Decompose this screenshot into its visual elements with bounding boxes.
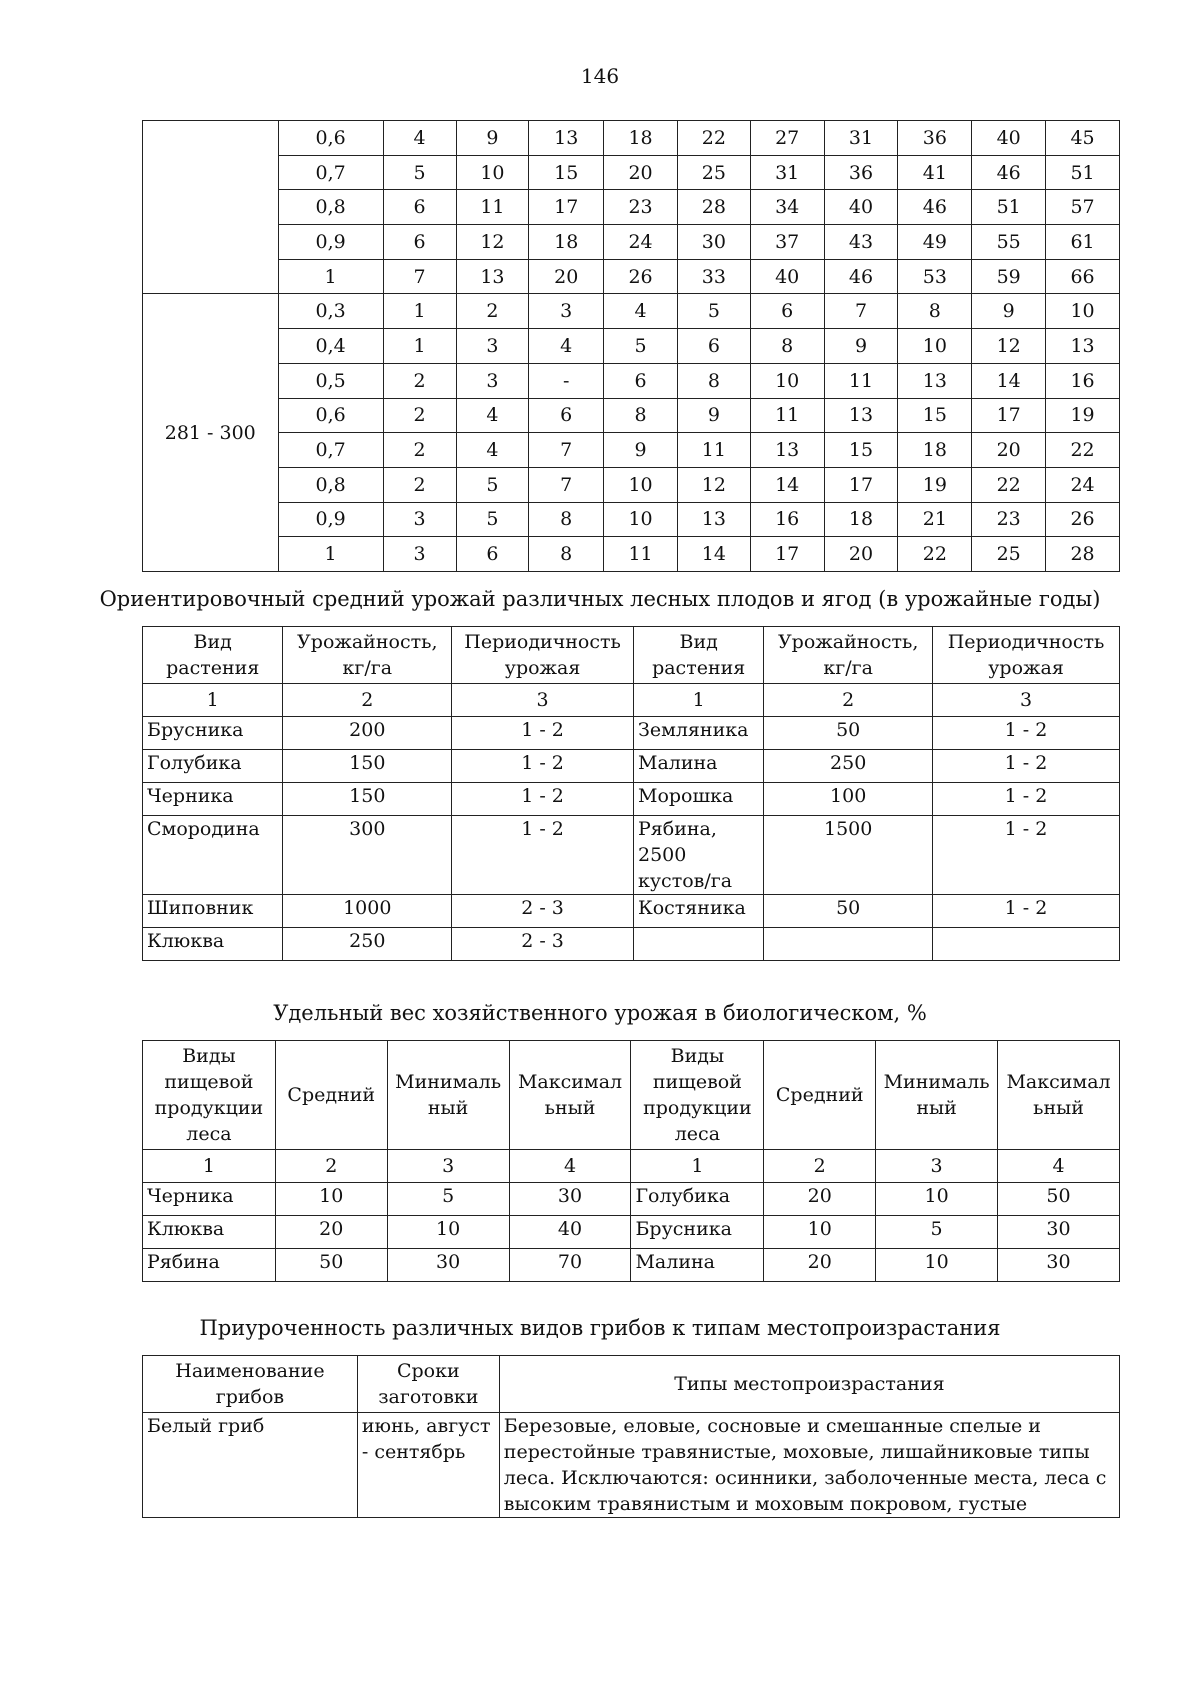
table-cell: 25 (972, 537, 1046, 572)
table-cell: 13 (1046, 329, 1120, 364)
table-cell: июнь, август - сентябрь (357, 1413, 499, 1518)
table-cell: 10 (1046, 294, 1120, 329)
table-cell: Рябина (143, 1249, 276, 1282)
table-cell: 0,8 (278, 467, 383, 502)
table-cell: 20 (275, 1216, 387, 1249)
table-row (143, 155, 1120, 190)
table-cell: 55 (972, 225, 1046, 260)
table-cell: 5 (383, 155, 456, 190)
table-cell: Голубика (631, 1183, 764, 1216)
table-cell: 2 - 3 (452, 928, 634, 961)
table-cell: 18 (604, 121, 678, 156)
table-cell: Земляника (634, 717, 764, 750)
column-number: 1 (143, 684, 283, 717)
table-cell: Голубика (143, 750, 283, 783)
table-cell: 18 (529, 225, 604, 260)
table-cell: 1 (278, 537, 383, 572)
table-cell: 23 (972, 502, 1046, 537)
column-header: Виды пищевой продукции леса (143, 1041, 276, 1150)
berry-yield-table (142, 626, 1120, 961)
table-cell: 26 (1046, 502, 1120, 537)
table-cell: 30 (677, 225, 750, 260)
table-cell: 30 (998, 1249, 1120, 1282)
table-cell: 3 (529, 294, 604, 329)
table-cell: 20 (972, 433, 1046, 468)
table-row (143, 190, 1120, 225)
table-cell: 9 (824, 329, 898, 364)
table-cell: 6 (529, 398, 604, 433)
column-header: Урожайность, кг/га (283, 627, 452, 684)
table-cell: 150 (283, 783, 452, 816)
table-cell: 14 (750, 467, 824, 502)
table-cell: 5 (604, 329, 678, 364)
table-cell: 3 (456, 329, 529, 364)
table-cell: 22 (677, 121, 750, 156)
table-cell: 17 (750, 537, 824, 572)
table-cell: 11 (604, 537, 678, 572)
column-number: 2 (275, 1150, 387, 1183)
table-cell: 1 - 2 (452, 816, 634, 895)
table-cell: 46 (972, 155, 1046, 190)
table-cell: 51 (972, 190, 1046, 225)
table-cell: 4 (456, 433, 529, 468)
mushroom-habitat-table (142, 1355, 1120, 1518)
table-cell: 24 (1046, 467, 1120, 502)
table-cell: 250 (764, 750, 933, 783)
table-cell: 100 (764, 783, 933, 816)
table-cell: 200 (283, 717, 452, 750)
header-row (143, 627, 1120, 684)
table-cell: 22 (1046, 433, 1120, 468)
table-row (143, 467, 1120, 502)
table-cell: 4 (529, 329, 604, 364)
table-cell: Малина (634, 750, 764, 783)
table-row (143, 717, 1120, 750)
table-row (143, 225, 1120, 260)
table-cell: Морошка (634, 783, 764, 816)
column-number-row (143, 684, 1120, 717)
table-cell: 17 (972, 398, 1046, 433)
column-number: 4 (509, 1150, 631, 1183)
table-row (143, 537, 1120, 572)
table-cell: Смородина (143, 816, 283, 895)
table-cell: 0,7 (278, 155, 383, 190)
column-number: 1 (634, 684, 764, 717)
table-cell: 2 (383, 433, 456, 468)
column-number: 3 (452, 684, 634, 717)
commercial-share-table (142, 1040, 1120, 1282)
table-cell: 41 (898, 155, 972, 190)
table-cell: 45 (1046, 121, 1120, 156)
column-header: Сроки заготовки (357, 1356, 499, 1413)
table-cell: 31 (750, 155, 824, 190)
table4-caption: Приуроченность различных видов грибов к типам местопроизрастания (199, 1316, 1001, 1340)
table-cell: Брусника (631, 1216, 764, 1249)
table-row (143, 1183, 1120, 1216)
table-cell: 12 (972, 329, 1046, 364)
table-cell: 8 (750, 329, 824, 364)
table-cell: 4 (383, 121, 456, 156)
table-cell: 50 (764, 895, 933, 928)
table-cell: 46 (824, 259, 898, 294)
table-cell: 1 - 2 (933, 895, 1120, 928)
table-cell: Малина (631, 1249, 764, 1282)
table-cell: 30 (387, 1249, 509, 1282)
group-label: 281 - 300 (143, 294, 279, 572)
table-cell: 1000 (283, 895, 452, 928)
column-header: Урожайность, кг/га (764, 627, 933, 684)
table-cell: 1 - 2 (452, 717, 634, 750)
table-cell: 15 (529, 155, 604, 190)
table-cell: 50 (998, 1183, 1120, 1216)
table-cell: 6 (677, 329, 750, 364)
table-cell: 20 (824, 537, 898, 572)
table-cell: Черника (143, 1183, 276, 1216)
table-cell: 0,6 (278, 398, 383, 433)
table-cell: 33 (677, 259, 750, 294)
table-cell: 13 (456, 259, 529, 294)
table-cell: 0,7 (278, 433, 383, 468)
table-cell: 8 (529, 502, 604, 537)
table-row (143, 502, 1120, 537)
column-header: Вид растения (634, 627, 764, 684)
table-row (143, 928, 1120, 961)
table-cell: 8 (529, 537, 604, 572)
column-header: Минималь ный (387, 1041, 509, 1150)
yield-table-continued (142, 120, 1120, 572)
table-cell: 22 (972, 467, 1046, 502)
table-cell: 10 (898, 329, 972, 364)
table-cell: 0,5 (278, 363, 383, 398)
table-cell: 2 (383, 467, 456, 502)
table-cell: 50 (764, 717, 933, 750)
table-cell: 10 (750, 363, 824, 398)
table-row (143, 329, 1120, 364)
column-number: 4 (998, 1150, 1120, 1183)
table-cell: Костяника (634, 895, 764, 928)
table-cell: 49 (898, 225, 972, 260)
table-cell: 1 - 2 (933, 750, 1120, 783)
table-cell: 5 (677, 294, 750, 329)
table-cell: 31 (824, 121, 898, 156)
table-cell: 25 (677, 155, 750, 190)
table-cell: 66 (1046, 259, 1120, 294)
table-cell: 59 (972, 259, 1046, 294)
table-cell: 6 (750, 294, 824, 329)
table-row (143, 895, 1120, 928)
table-cell: 37 (750, 225, 824, 260)
table-cell: 40 (972, 121, 1046, 156)
table-cell: 7 (824, 294, 898, 329)
table-cell: 250 (283, 928, 452, 961)
table-cell: 10 (604, 467, 678, 502)
table-cell: 0,4 (278, 329, 383, 364)
table-cell: 8 (898, 294, 972, 329)
column-header: Средний (275, 1041, 387, 1150)
table-cell: 10 (876, 1249, 998, 1282)
table-cell: 20 (764, 1249, 876, 1282)
header-row (143, 1041, 1120, 1150)
table-cell: 23 (604, 190, 678, 225)
table-row (143, 121, 1120, 156)
table-cell: 6 (604, 363, 678, 398)
table-cell: 9 (677, 398, 750, 433)
table-cell: 28 (1046, 537, 1120, 572)
table-cell: 300 (283, 816, 452, 895)
table-cell: 53 (898, 259, 972, 294)
table-cell: 27 (750, 121, 824, 156)
table-cell: Шиповник (143, 895, 283, 928)
column-number: 3 (876, 1150, 998, 1183)
table-cell: 4 (456, 398, 529, 433)
table-cell: 9 (972, 294, 1046, 329)
table-cell: 11 (677, 433, 750, 468)
table-cell: 1 - 2 (933, 783, 1120, 816)
table-cell: 17 (529, 190, 604, 225)
table-cell: 2 (383, 398, 456, 433)
table-row (143, 363, 1120, 398)
table-cell: 13 (529, 121, 604, 156)
table-cell: - (529, 363, 604, 398)
table-cell: Брусника (143, 717, 283, 750)
table-cell: 18 (898, 433, 972, 468)
table-cell: 7 (529, 467, 604, 502)
table-cell: 22 (898, 537, 972, 572)
table-cell: 16 (1046, 363, 1120, 398)
table-cell (634, 928, 764, 961)
column-number: 2 (283, 684, 452, 717)
table-cell: 19 (1046, 398, 1120, 433)
table-cell: 11 (456, 190, 529, 225)
table-cell: 20 (604, 155, 678, 190)
table-cell: Белый гриб (143, 1413, 358, 1518)
table-cell: 7 (529, 433, 604, 468)
table-cell: 70 (509, 1249, 631, 1282)
column-number: 2 (764, 1150, 876, 1183)
table-cell (764, 928, 933, 961)
table-cell: 1 - 2 (452, 750, 634, 783)
table-cell: 10 (275, 1183, 387, 1216)
table-cell: 3 (383, 537, 456, 572)
column-header: Виды пищевой продукции леса (631, 1041, 764, 1150)
table-cell: 13 (898, 363, 972, 398)
table-cell: 43 (824, 225, 898, 260)
table-cell: 8 (677, 363, 750, 398)
table-cell: 10 (876, 1183, 998, 1216)
table-cell: 1 (383, 329, 456, 364)
table-row (143, 750, 1120, 783)
table-cell: 19 (898, 467, 972, 502)
table-cell: 14 (677, 537, 750, 572)
table-cell: 34 (750, 190, 824, 225)
table-row (143, 816, 1120, 895)
table-cell: 30 (509, 1183, 631, 1216)
table-cell: 10 (604, 502, 678, 537)
table-cell: 6 (383, 190, 456, 225)
table-cell: 6 (383, 225, 456, 260)
table-row (143, 259, 1120, 294)
table-cell: 24 (604, 225, 678, 260)
table-cell: 7 (383, 259, 456, 294)
column-header: Максимал ьный (998, 1041, 1120, 1150)
table-cell: 36 (824, 155, 898, 190)
table-cell: 1 - 2 (452, 783, 634, 816)
table-cell: 15 (824, 433, 898, 468)
table-cell: 3 (456, 363, 529, 398)
table-cell: 30 (998, 1216, 1120, 1249)
table-cell: 150 (283, 750, 452, 783)
table-cell: 5 (456, 502, 529, 537)
table-cell: 1 - 2 (933, 717, 1120, 750)
column-header: Минималь ный (876, 1041, 998, 1150)
table-cell: 1 - 2 (933, 816, 1120, 895)
table-cell: 26 (604, 259, 678, 294)
table-cell: 12 (456, 225, 529, 260)
table-cell: 10 (456, 155, 529, 190)
table-row (143, 1249, 1120, 1282)
table-cell: 0,3 (278, 294, 383, 329)
table-cell: Клюква (143, 928, 283, 961)
table-cell: 20 (764, 1183, 876, 1216)
table-cell: 11 (750, 398, 824, 433)
column-number: 3 (387, 1150, 509, 1183)
table-cell: 5 (876, 1216, 998, 1249)
table-cell: 2 (456, 294, 529, 329)
table-cell: Черника (143, 783, 283, 816)
table-cell: 2 - 3 (452, 895, 634, 928)
table-cell: 0,8 (278, 190, 383, 225)
table-cell: Клюква (143, 1216, 276, 1249)
table-cell: 16 (750, 502, 824, 537)
table-cell: 4 (604, 294, 678, 329)
table-cell: 40 (824, 190, 898, 225)
table-cell: 61 (1046, 225, 1120, 260)
table-cell: 5 (456, 467, 529, 502)
column-header: Наименование грибов (143, 1356, 358, 1413)
table3-caption: Удельный вес хозяйственного урожая в биологическом, % (273, 1001, 927, 1025)
table-cell: 40 (509, 1216, 631, 1249)
table-cell: 2 (383, 363, 456, 398)
table-cell: 50 (275, 1249, 387, 1282)
table-cell: 28 (677, 190, 750, 225)
table-row (143, 398, 1120, 433)
column-header: Периодичность урожая (933, 627, 1120, 684)
table-cell: 13 (677, 502, 750, 537)
table-cell: 9 (456, 121, 529, 156)
table-cell: 10 (387, 1216, 509, 1249)
table-row (143, 433, 1120, 468)
table-cell: 36 (898, 121, 972, 156)
table-cell: 40 (750, 259, 824, 294)
table-cell: 17 (824, 467, 898, 502)
table-cell: 5 (387, 1183, 509, 1216)
column-header: Типы местопроизрастания (499, 1356, 1119, 1413)
table-cell: 13 (750, 433, 824, 468)
table-cell: 1 (278, 259, 383, 294)
table-row (143, 783, 1120, 816)
table-cell: 46 (898, 190, 972, 225)
table-cell: 8 (604, 398, 678, 433)
table-row (143, 1216, 1120, 1249)
table-row (143, 1413, 1120, 1518)
table-cell: 3 (383, 502, 456, 537)
table-cell (933, 928, 1120, 961)
table-cell: 6 (456, 537, 529, 572)
column-number: 3 (933, 684, 1120, 717)
table-cell: 0,6 (278, 121, 383, 156)
table-cell: 15 (898, 398, 972, 433)
table-cell: 21 (898, 502, 972, 537)
table-cell: Березовые, еловые, сосновые и смешанные спелые и перестойные травянистые, моховые, лишайниковые типы леса. Исключаются: осинники, заболоченные места, леса с высоким травянистым и моховым покровом, густые (499, 1413, 1119, 1518)
table-cell: 10 (764, 1216, 876, 1249)
table-cell: 57 (1046, 190, 1120, 225)
table-cell: 13 (824, 398, 898, 433)
page-number: 146 (580, 64, 620, 88)
table-cell: 12 (677, 467, 750, 502)
table2-caption: Ориентировочный средний урожай различных лесных плодов и ягод (в урожайные годы) (99, 587, 1101, 611)
table-cell: 18 (824, 502, 898, 537)
table-cell: 0,9 (278, 225, 383, 260)
table-cell: 1500 (764, 816, 933, 895)
column-number-row (143, 1150, 1120, 1183)
table-cell: Рябина, 2500 кустов/га (634, 816, 764, 895)
column-header: Вид растения (143, 627, 283, 684)
column-header: Максимал ьный (509, 1041, 631, 1150)
column-header: Средний (764, 1041, 876, 1150)
column-number: 1 (143, 1150, 276, 1183)
table-cell: 11 (824, 363, 898, 398)
table-cell: 51 (1046, 155, 1120, 190)
table-cell: 0,9 (278, 502, 383, 537)
header-row (143, 1356, 1120, 1413)
column-number: 1 (631, 1150, 764, 1183)
table-cell: 14 (972, 363, 1046, 398)
column-header: Периодичность урожая (452, 627, 634, 684)
column-number: 2 (764, 684, 933, 717)
table-cell: 20 (529, 259, 604, 294)
table-cell: 1 (383, 294, 456, 329)
table-cell: 9 (604, 433, 678, 468)
group-label (143, 121, 279, 294)
table-row (143, 294, 1120, 329)
